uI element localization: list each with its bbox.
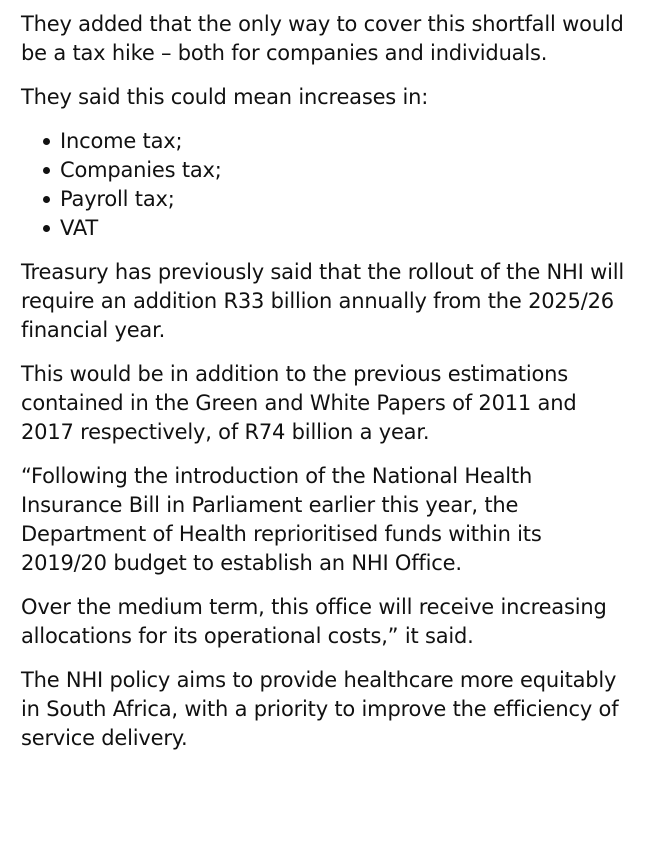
list-item [39,156,631,185]
article-paragraph: “Following the introduction of the National Health Insurance Bill in Parliament earlier this year, the Department of Health reprioritised funds within its 2019/20 budget to establish an NHI Office. [21,464,542,575]
article-paragraph: Treasury has previously said that the rollout of the NHI will require an addition R33 billion annually from the 2025/26 financial year. [21,260,624,342]
article-paragraph: The NHI policy aims to provide healthcare more equitably in South Africa, with a priority to improve the efficiency of service delivery. [21,668,619,750]
article-paragraph: Over the medium term, this office will receive increasing allocations for its operational costs,” it said. [21,595,607,648]
bullet-icon [43,138,50,145]
list-item-text: Companies tax; [60,158,222,182]
bullet-icon [43,196,50,203]
list-item [39,214,631,243]
tax-increase-list [21,127,631,243]
list-item [39,185,631,214]
list-item-text: VAT [60,216,98,240]
article-body [21,10,631,768]
bullet-icon [43,167,50,174]
list-item-text: Payroll tax; [60,187,175,211]
bullet-icon [43,225,50,232]
list-item-text: Income tax; [60,129,183,153]
article-paragraph: They added that the only way to cover this shortfall would be a tax hike – both for companies and individuals. [21,12,624,65]
article-paragraph: They said this could mean increases in: [21,85,429,109]
list-item [39,127,631,156]
article-paragraph: This would be in addition to the previous estimations contained in the Green and White Papers of 2011 and 2017 respectively, of R74 billion a year. [21,362,577,444]
